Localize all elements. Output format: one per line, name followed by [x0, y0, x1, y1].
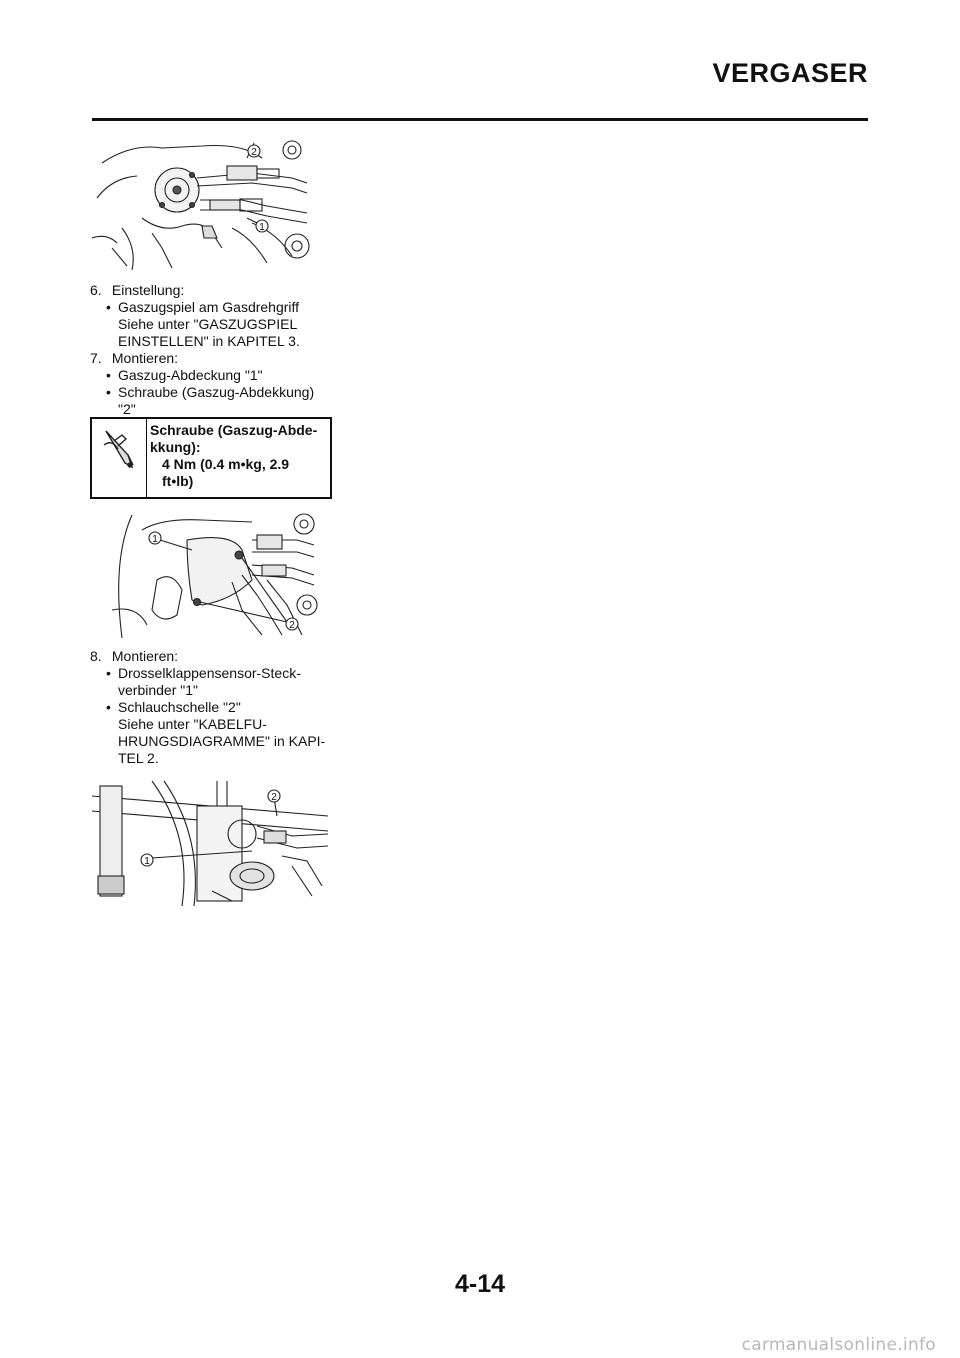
step-8-bullet-1: Drosselklappensensor-Steck-: [118, 665, 301, 681]
figure-throttle-cable: [92, 138, 314, 270]
watermark: carmanualsonline.info: [741, 1335, 936, 1355]
step-8-number: 8.: [90, 648, 102, 664]
step-8-bullet-1-cont: verbinder "1": [118, 682, 198, 698]
step-8-reference-1: Siehe unter "KABELFU-: [118, 716, 267, 732]
torque-spec-box: [90, 417, 332, 499]
fig3-callout-1: 1: [144, 856, 150, 867]
step-6-number: 6.: [90, 282, 102, 298]
torque-spec-text: [150, 422, 330, 490]
step-8-reference-3: TEL 2.: [118, 750, 159, 766]
step-8-bullet-2: Schlauchschelle "2": [118, 699, 241, 715]
step-6-bullet-1: Gaszugspiel am Gasdrehgriff: [118, 299, 300, 315]
torque-wrench-icon: [92, 419, 146, 497]
fig2-callout-2: 2: [289, 620, 295, 631]
fig2-callout-1: 1: [152, 534, 158, 545]
header-rule: [92, 118, 868, 121]
page-section-title: VERGASER: [712, 58, 868, 88]
torque-spec-value-2: ft•lb): [162, 473, 194, 489]
torque-spec-line-2: kkung):: [150, 439, 201, 455]
torque-spec-icon-cell: [92, 419, 147, 497]
fig3-callout-2: 2: [271, 792, 277, 803]
step-7-title: Montieren:: [111, 350, 179, 366]
step-7-bullet-1: Gaszug-Abdeckung "1": [118, 367, 263, 383]
step-7-number: 7.: [90, 350, 102, 366]
step-6-reference-2: EINSTELLEN" in KAPITEL 3.: [118, 333, 300, 349]
fig1-callout-1: 1: [259, 222, 265, 233]
step-6-reference-1: Siehe unter "GASZUGSPIEL: [118, 316, 298, 332]
step-7-bullet-2-cont: "2": [118, 401, 136, 417]
step-8-reference-2: HRUNGSDIAGRAMME" in KAPI-: [118, 733, 326, 749]
step-6-title: Einstellung:: [111, 282, 185, 298]
page-number: 4-14: [454, 1270, 506, 1298]
step-7-bullet-2: Schraube (Gaszug-Abdekkung): [118, 384, 315, 400]
figure-cable-cover: [92, 510, 324, 638]
fig1-callout-2: 2: [251, 147, 257, 158]
figure-throttle-sensor: [92, 776, 328, 906]
step-8: 8. Montieren: • Drosselklappensensor-Steck- verbinder "1" • Schlauchschelle "2" Siehe unter "KABELFU- HRUNGSDIAGRAMME" in KAPI- TEL 2.: [90, 648, 340, 767]
torque-spec-line-1: Schraube (Gaszug-Abde-: [150, 422, 318, 438]
steps-6-7: 6. Einstellung: • Gaszugspiel am Gasdrehgriff Siehe unter "GASZUGSPIEL EINSTELLEN" in KAPITEL 3. 7. Montieren: • Gaszug-Abdeckung "1" • Schraube (Gaszug-Abdekkung) "2": [90, 282, 340, 418]
torque-spec-value-1: 4 Nm (0.4 m•kg, 2.9: [162, 456, 290, 472]
step-8-title: Montieren:: [111, 648, 179, 664]
